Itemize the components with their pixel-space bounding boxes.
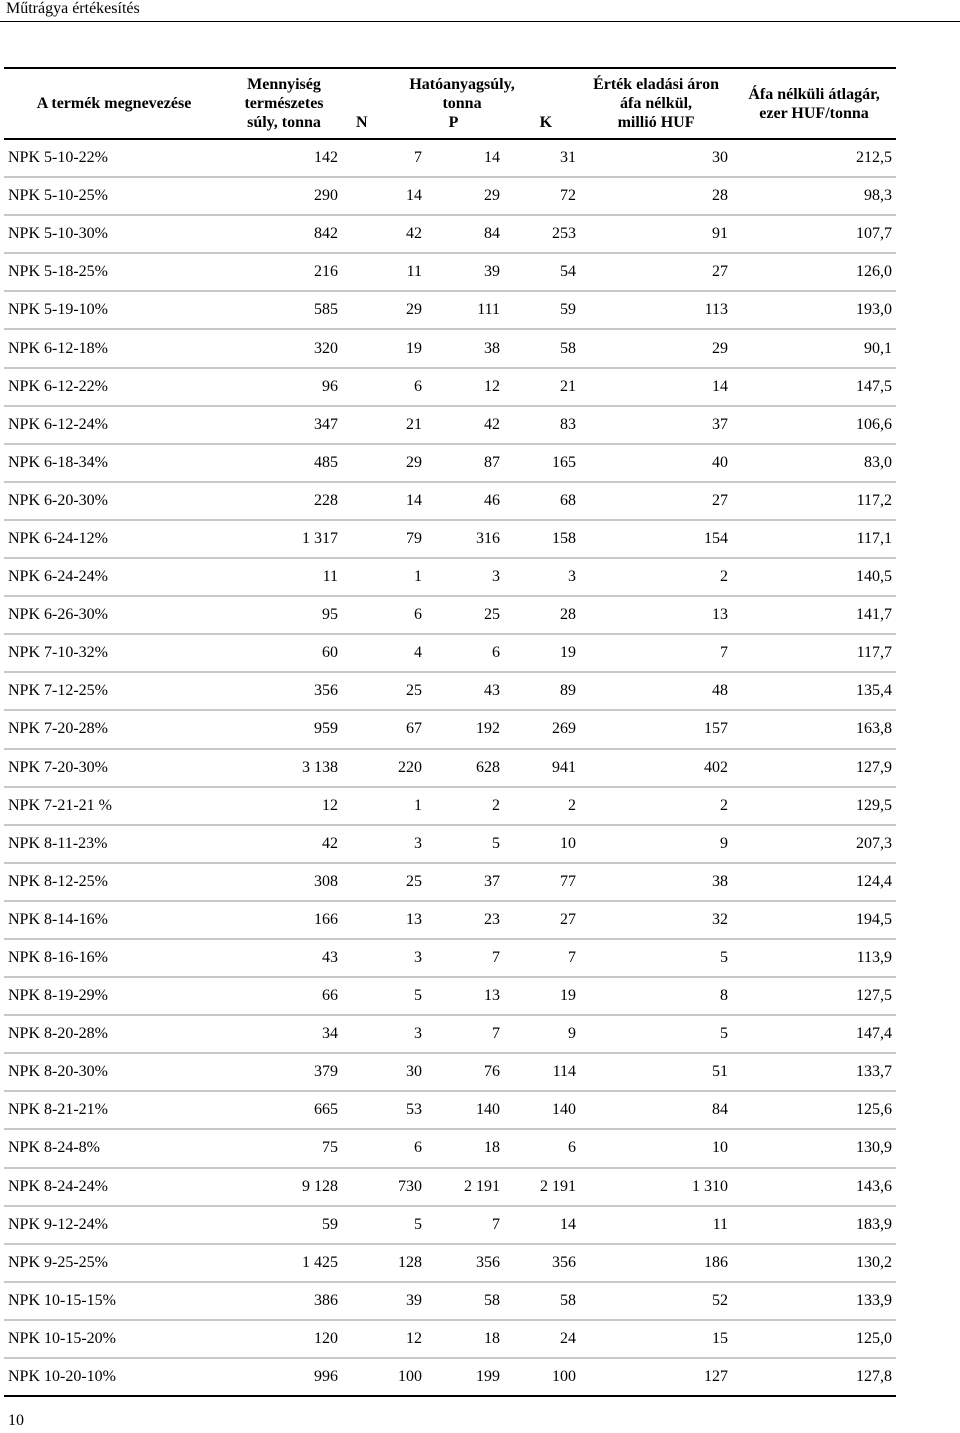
- cell-average-price: 126,0: [732, 253, 896, 291]
- cell-quantity: 43: [224, 939, 344, 977]
- cell-nitrogen: 220: [344, 749, 424, 787]
- cell-average-price: 130,9: [732, 1129, 896, 1167]
- cell-sales-value: 402: [580, 749, 732, 787]
- cell-potassium: 114: [502, 1053, 580, 1091]
- cell-nitrogen: 12: [344, 1320, 424, 1358]
- cell-sales-value: 1 310: [580, 1168, 732, 1206]
- fertilizer-sales-table: [4, 67, 896, 1397]
- cell-nitrogen: 21: [344, 406, 424, 444]
- cell-average-price: 125,6: [732, 1091, 896, 1129]
- table-row: [4, 825, 896, 863]
- cell-average-price: 143,6: [732, 1168, 896, 1206]
- cell-nitrogen: 14: [344, 482, 424, 520]
- cell-phosphorus: 23: [424, 901, 502, 939]
- cell-potassium: 59: [502, 291, 580, 329]
- header-average-price: [732, 68, 896, 139]
- cell-average-price: 130,2: [732, 1244, 896, 1282]
- cell-average-price: 133,7: [732, 1053, 896, 1091]
- cell-phosphorus: 18: [424, 1129, 502, 1167]
- cell-nitrogen: 53: [344, 1091, 424, 1129]
- cell-nitrogen: 3: [344, 1015, 424, 1053]
- cell-sales-value: 14: [580, 368, 732, 406]
- cell-phosphorus: 12: [424, 368, 502, 406]
- cell-nitrogen: 25: [344, 672, 424, 710]
- table-row: [4, 710, 896, 748]
- table-row: [4, 215, 896, 253]
- cell-nitrogen: 13: [344, 901, 424, 939]
- cell-product-name: NPK 6-20-30%: [4, 482, 224, 520]
- cell-phosphorus: 2 191: [424, 1168, 502, 1206]
- cell-product-name: NPK 6-12-18%: [4, 329, 224, 367]
- cell-nitrogen: 29: [344, 291, 424, 329]
- header-n: N: [356, 114, 368, 131]
- cell-product-name: NPK 5-10-25%: [4, 177, 224, 215]
- cell-phosphorus: 3: [424, 558, 502, 596]
- cell-potassium: 941: [502, 749, 580, 787]
- table-row: [4, 1282, 896, 1320]
- cell-potassium: 140: [502, 1091, 580, 1129]
- cell-potassium: 2 191: [502, 1168, 580, 1206]
- cell-potassium: 24: [502, 1320, 580, 1358]
- page-number: 10: [8, 1412, 24, 1429]
- cell-sales-value: 2: [580, 787, 732, 825]
- cell-potassium: 21: [502, 368, 580, 406]
- table-row: [4, 139, 896, 177]
- cell-nitrogen: 6: [344, 368, 424, 406]
- cell-potassium: 10: [502, 825, 580, 863]
- cell-nitrogen: 7: [344, 139, 424, 177]
- cell-quantity: 95: [224, 596, 344, 634]
- cell-product-name: NPK 5-19-10%: [4, 291, 224, 329]
- cell-nitrogen: 19: [344, 329, 424, 367]
- cell-average-price: 194,5: [732, 901, 896, 939]
- table-row: [4, 520, 896, 558]
- cell-nitrogen: 39: [344, 1282, 424, 1320]
- cell-potassium: 72: [502, 177, 580, 215]
- cell-quantity: 9 128: [224, 1168, 344, 1206]
- cell-phosphorus: 7: [424, 1206, 502, 1244]
- table-row: [4, 329, 896, 367]
- cell-average-price: 125,0: [732, 1320, 896, 1358]
- cell-nitrogen: 100: [344, 1358, 424, 1396]
- header-k: K: [539, 114, 553, 131]
- cell-phosphorus: 628: [424, 749, 502, 787]
- cell-phosphorus: 37: [424, 863, 502, 901]
- header-npk-labels: [344, 113, 580, 132]
- cell-quantity: 166: [224, 901, 344, 939]
- cell-sales-value: 5: [580, 1015, 732, 1053]
- header-nutrient-line: Hatóanyagsúly,: [409, 76, 515, 93]
- cell-average-price: 124,4: [732, 863, 896, 901]
- cell-quantity: 216: [224, 253, 344, 291]
- cell-potassium: 54: [502, 253, 580, 291]
- cell-potassium: 269: [502, 710, 580, 748]
- cell-sales-value: 48: [580, 672, 732, 710]
- cell-quantity: 42: [224, 825, 344, 863]
- cell-quantity: 842: [224, 215, 344, 253]
- fertilizer-sales-table-wrapper: [4, 67, 896, 1397]
- cell-nitrogen: 3: [344, 939, 424, 977]
- cell-potassium: 2: [502, 787, 580, 825]
- cell-phosphorus: 140: [424, 1091, 502, 1129]
- cell-average-price: 127,5: [732, 977, 896, 1015]
- cell-sales-value: 27: [580, 253, 732, 291]
- cell-quantity: 12: [224, 787, 344, 825]
- header-nutrient-line: tonna: [442, 95, 482, 112]
- cell-product-name: NPK 10-15-20%: [4, 1320, 224, 1358]
- cell-phosphorus: 2: [424, 787, 502, 825]
- cell-potassium: 19: [502, 634, 580, 672]
- cell-sales-value: 127: [580, 1358, 732, 1396]
- cell-phosphorus: 84: [424, 215, 502, 253]
- cell-phosphorus: 14: [424, 139, 502, 177]
- table-row: [4, 749, 896, 787]
- cell-phosphorus: 7: [424, 939, 502, 977]
- cell-average-price: 147,5: [732, 368, 896, 406]
- cell-product-name: NPK 8-12-25%: [4, 863, 224, 901]
- table-row: [4, 1129, 896, 1167]
- cell-product-name: NPK 10-20-10%: [4, 1358, 224, 1396]
- cell-potassium: 14: [502, 1206, 580, 1244]
- cell-potassium: 58: [502, 1282, 580, 1320]
- header-price-line: ezer HUF/tonna: [759, 104, 869, 122]
- cell-sales-value: 8: [580, 977, 732, 1015]
- table-row: [4, 939, 896, 977]
- cell-nitrogen: 6: [344, 1129, 424, 1167]
- cell-product-name: NPK 7-20-28%: [4, 710, 224, 748]
- cell-product-name: NPK 8-24-8%: [4, 1129, 224, 1167]
- cell-sales-value: 30: [580, 139, 732, 177]
- cell-product-name: NPK 7-20-30%: [4, 749, 224, 787]
- header-quantity-line: súly, tonna: [247, 114, 321, 131]
- cell-quantity: 96: [224, 368, 344, 406]
- cell-phosphorus: 192: [424, 710, 502, 748]
- cell-product-name: NPK 5-10-22%: [4, 139, 224, 177]
- cell-average-price: 83,0: [732, 444, 896, 482]
- cell-average-price: 133,9: [732, 1282, 896, 1320]
- table-row: [4, 1168, 896, 1206]
- table-body: [4, 139, 896, 1396]
- cell-nitrogen: 5: [344, 977, 424, 1015]
- cell-average-price: 129,5: [732, 787, 896, 825]
- cell-phosphorus: 25: [424, 596, 502, 634]
- header-value-line: áfa nélkül,: [620, 95, 693, 112]
- table-row: [4, 1320, 896, 1358]
- cell-potassium: 3: [502, 558, 580, 596]
- table-header-row: [4, 68, 896, 139]
- cell-nitrogen: 1: [344, 787, 424, 825]
- cell-average-price: 106,6: [732, 406, 896, 444]
- cell-sales-value: 186: [580, 1244, 732, 1282]
- cell-quantity: 1 317: [224, 520, 344, 558]
- cell-nitrogen: 730: [344, 1168, 424, 1206]
- cell-phosphorus: 38: [424, 329, 502, 367]
- cell-quantity: 75: [224, 1129, 344, 1167]
- cell-product-name: NPK 7-21-21 %: [4, 787, 224, 825]
- cell-potassium: 83: [502, 406, 580, 444]
- cell-quantity: 320: [224, 329, 344, 367]
- cell-product-name: NPK 8-20-28%: [4, 1015, 224, 1053]
- table-row: [4, 596, 896, 634]
- cell-potassium: 253: [502, 215, 580, 253]
- cell-phosphorus: 199: [424, 1358, 502, 1396]
- cell-average-price: 147,4: [732, 1015, 896, 1053]
- cell-quantity: 228: [224, 482, 344, 520]
- cell-nitrogen: 128: [344, 1244, 424, 1282]
- cell-quantity: 3 138: [224, 749, 344, 787]
- cell-phosphorus: 42: [424, 406, 502, 444]
- header-sales-value: [580, 68, 732, 139]
- table-row: [4, 1244, 896, 1282]
- cell-product-name: NPK 8-11-23%: [4, 825, 224, 863]
- table-row: [4, 444, 896, 482]
- table-row: [4, 1053, 896, 1091]
- cell-quantity: 142: [224, 139, 344, 177]
- cell-potassium: 68: [502, 482, 580, 520]
- header-quantity: [224, 68, 344, 139]
- cell-product-name: NPK 6-24-24%: [4, 558, 224, 596]
- cell-quantity: 386: [224, 1282, 344, 1320]
- cell-sales-value: 154: [580, 520, 732, 558]
- cell-sales-value: 51: [580, 1053, 732, 1091]
- cell-potassium: 58: [502, 329, 580, 367]
- cell-sales-value: 28: [580, 177, 732, 215]
- cell-phosphorus: 5: [424, 825, 502, 863]
- cell-product-name: NPK 6-12-24%: [4, 406, 224, 444]
- cell-average-price: 90,1: [732, 329, 896, 367]
- cell-quantity: 59: [224, 1206, 344, 1244]
- cell-average-price: 117,7: [732, 634, 896, 672]
- table-row: [4, 177, 896, 215]
- cell-phosphorus: 76: [424, 1053, 502, 1091]
- cell-average-price: 127,9: [732, 749, 896, 787]
- header-quantity-line: Mennyiség: [247, 76, 321, 93]
- cell-quantity: 120: [224, 1320, 344, 1358]
- cell-product-name: NPK 5-18-25%: [4, 253, 224, 291]
- cell-sales-value: 5: [580, 939, 732, 977]
- cell-sales-value: 157: [580, 710, 732, 748]
- cell-sales-value: 40: [580, 444, 732, 482]
- cell-sales-value: 37: [580, 406, 732, 444]
- header-product-name: A termék megnevezése: [4, 68, 224, 139]
- cell-quantity: 379: [224, 1053, 344, 1091]
- cell-nitrogen: 5: [344, 1206, 424, 1244]
- cell-product-name: NPK 8-19-29%: [4, 977, 224, 1015]
- cell-phosphorus: 46: [424, 482, 502, 520]
- cell-product-name: NPK 7-10-32%: [4, 634, 224, 672]
- cell-potassium: 31: [502, 139, 580, 177]
- cell-product-name: NPK 8-14-16%: [4, 901, 224, 939]
- cell-sales-value: 29: [580, 329, 732, 367]
- cell-quantity: 34: [224, 1015, 344, 1053]
- cell-nitrogen: 30: [344, 1053, 424, 1091]
- cell-nitrogen: 1: [344, 558, 424, 596]
- running-header: Műtrágya értékesítés: [6, 0, 140, 17]
- cell-average-price: 183,9: [732, 1206, 896, 1244]
- cell-potassium: 77: [502, 863, 580, 901]
- cell-phosphorus: 356: [424, 1244, 502, 1282]
- cell-nitrogen: 79: [344, 520, 424, 558]
- cell-nitrogen: 14: [344, 177, 424, 215]
- cell-average-price: 212,5: [732, 139, 896, 177]
- cell-phosphorus: 87: [424, 444, 502, 482]
- cell-sales-value: 13: [580, 596, 732, 634]
- cell-phosphorus: 13: [424, 977, 502, 1015]
- cell-potassium: 165: [502, 444, 580, 482]
- table-row: [4, 634, 896, 672]
- cell-nitrogen: 42: [344, 215, 424, 253]
- table-row: [4, 787, 896, 825]
- cell-nitrogen: 29: [344, 444, 424, 482]
- table-row: [4, 482, 896, 520]
- header-nutrient-weight: [344, 68, 580, 139]
- cell-average-price: 113,9: [732, 939, 896, 977]
- cell-potassium: 27: [502, 901, 580, 939]
- cell-average-price: 163,8: [732, 710, 896, 748]
- header-value-line: millió HUF: [617, 114, 695, 131]
- cell-phosphorus: 39: [424, 253, 502, 291]
- cell-potassium: 19: [502, 977, 580, 1015]
- cell-quantity: 60: [224, 634, 344, 672]
- cell-product-name: NPK 7-12-25%: [4, 672, 224, 710]
- cell-sales-value: 27: [580, 482, 732, 520]
- cell-product-name: NPK 8-16-16%: [4, 939, 224, 977]
- cell-potassium: 9: [502, 1015, 580, 1053]
- cell-average-price: 193,0: [732, 291, 896, 329]
- cell-nitrogen: 4: [344, 634, 424, 672]
- cell-average-price: 127,8: [732, 1358, 896, 1396]
- cell-average-price: 141,7: [732, 596, 896, 634]
- cell-quantity: 485: [224, 444, 344, 482]
- table-row: [4, 1358, 896, 1396]
- cell-product-name: NPK 8-21-21%: [4, 1091, 224, 1129]
- cell-potassium: 28: [502, 596, 580, 634]
- cell-quantity: 665: [224, 1091, 344, 1129]
- cell-quantity: 66: [224, 977, 344, 1015]
- cell-potassium: 158: [502, 520, 580, 558]
- cell-phosphorus: 6: [424, 634, 502, 672]
- cell-potassium: 6: [502, 1129, 580, 1167]
- cell-potassium: 7: [502, 939, 580, 977]
- cell-phosphorus: 111: [424, 291, 502, 329]
- cell-product-name: NPK 6-12-22%: [4, 368, 224, 406]
- cell-nitrogen: 11: [344, 253, 424, 291]
- cell-quantity: 356: [224, 672, 344, 710]
- cell-quantity: 11: [224, 558, 344, 596]
- cell-quantity: 585: [224, 291, 344, 329]
- cell-average-price: 107,7: [732, 215, 896, 253]
- cell-sales-value: 38: [580, 863, 732, 901]
- cell-nitrogen: 67: [344, 710, 424, 748]
- cell-product-name: NPK 9-12-24%: [4, 1206, 224, 1244]
- table-row: [4, 253, 896, 291]
- cell-quantity: 308: [224, 863, 344, 901]
- cell-phosphorus: 29: [424, 177, 502, 215]
- table-row: [4, 977, 896, 1015]
- table-row: [4, 901, 896, 939]
- cell-sales-value: 84: [580, 1091, 732, 1129]
- cell-product-name: NPK 6-24-12%: [4, 520, 224, 558]
- cell-product-name: NPK 5-10-30%: [4, 215, 224, 253]
- table-row: [4, 672, 896, 710]
- cell-sales-value: 32: [580, 901, 732, 939]
- header-rule: [0, 21, 960, 22]
- cell-potassium: 356: [502, 1244, 580, 1282]
- cell-product-name: NPK 10-15-15%: [4, 1282, 224, 1320]
- cell-quantity: 1 425: [224, 1244, 344, 1282]
- cell-potassium: 100: [502, 1358, 580, 1396]
- cell-product-name: NPK 6-26-30%: [4, 596, 224, 634]
- cell-sales-value: 113: [580, 291, 732, 329]
- cell-nitrogen: 3: [344, 825, 424, 863]
- cell-average-price: 207,3: [732, 825, 896, 863]
- table-row: [4, 406, 896, 444]
- cell-sales-value: 11: [580, 1206, 732, 1244]
- table-row: [4, 1015, 896, 1053]
- header-value-line: Érték eladási áron: [593, 76, 719, 93]
- header-p: P: [448, 114, 459, 131]
- table-row: [4, 1091, 896, 1129]
- cell-average-price: 117,2: [732, 482, 896, 520]
- cell-quantity: 347: [224, 406, 344, 444]
- cell-sales-value: 2: [580, 558, 732, 596]
- cell-nitrogen: 6: [344, 596, 424, 634]
- cell-phosphorus: 7: [424, 1015, 502, 1053]
- cell-sales-value: 91: [580, 215, 732, 253]
- table-row: [4, 1206, 896, 1244]
- table-row: [4, 558, 896, 596]
- cell-phosphorus: 18: [424, 1320, 502, 1358]
- cell-product-name: NPK 8-24-24%: [4, 1168, 224, 1206]
- table-row: [4, 863, 896, 901]
- cell-sales-value: 7: [580, 634, 732, 672]
- cell-average-price: 140,5: [732, 558, 896, 596]
- cell-phosphorus: 316: [424, 520, 502, 558]
- cell-average-price: 98,3: [732, 177, 896, 215]
- cell-quantity: 996: [224, 1358, 344, 1396]
- cell-phosphorus: 58: [424, 1282, 502, 1320]
- header-price-line: Áfa nélküli átlagár,: [748, 85, 880, 103]
- cell-product-name: NPK 9-25-25%: [4, 1244, 224, 1282]
- cell-product-name: NPK 6-18-34%: [4, 444, 224, 482]
- table-row: [4, 368, 896, 406]
- cell-product-name: NPK 8-20-30%: [4, 1053, 224, 1091]
- cell-average-price: 135,4: [732, 672, 896, 710]
- cell-potassium: 89: [502, 672, 580, 710]
- header-quantity-line: természetes: [244, 95, 324, 112]
- cell-sales-value: 52: [580, 1282, 732, 1320]
- cell-sales-value: 10: [580, 1129, 732, 1167]
- table-row: [4, 291, 896, 329]
- cell-sales-value: 15: [580, 1320, 732, 1358]
- cell-quantity: 959: [224, 710, 344, 748]
- cell-average-price: 117,1: [732, 520, 896, 558]
- cell-phosphorus: 43: [424, 672, 502, 710]
- cell-sales-value: 9: [580, 825, 732, 863]
- cell-nitrogen: 25: [344, 863, 424, 901]
- cell-quantity: 290: [224, 177, 344, 215]
